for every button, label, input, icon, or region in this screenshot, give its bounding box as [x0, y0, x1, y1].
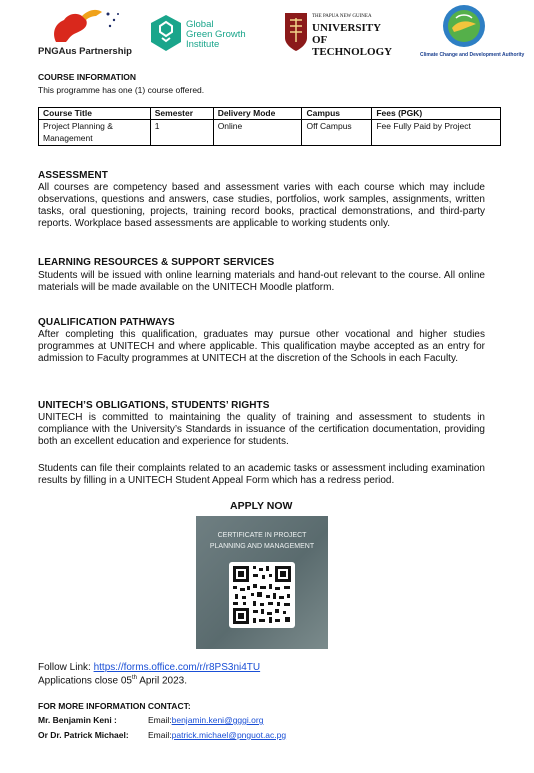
certificate-poster [196, 516, 328, 649]
ccda-logo-text: Climate Change and Development Authority [420, 52, 525, 58]
gggi-hexagon-icon [150, 14, 182, 52]
pngaus-logo-text: PNGAus Partnership [38, 46, 132, 57]
email-label: Email: [148, 715, 172, 725]
gggi-logo [150, 14, 260, 56]
contact-name: Or Dr. Patrick Michael: [38, 730, 129, 740]
unitech-logo [284, 12, 394, 58]
close-date-suffix: April 2023. [136, 675, 188, 687]
pngaus-partnership-logo [38, 6, 132, 60]
ccda-logo [420, 2, 525, 62]
close-date-prefix: Applications close 05 [38, 675, 132, 687]
column-header: Fees (PGK) [372, 108, 501, 120]
email-label: Email: [148, 730, 172, 740]
unitech-crest-icon [284, 12, 308, 52]
obligations-text: UNITECH is committed to maintaining the quality of training and assessment to students in compliance with the University’s Standards in issuance of the certification documentation, providing both an excellent education and experience for students. [38, 412, 485, 447]
contact-name: Mr. Benjamin Keni : [38, 715, 117, 725]
contact-row [38, 715, 263, 725]
table-row [39, 120, 501, 146]
qualification-pathways-heading: QUALIFICATION PATHWAYS [38, 317, 175, 328]
column-header: Course Title [39, 108, 151, 120]
contact-heading: FOR MORE INFORMATION CONTACT: [38, 701, 191, 711]
apply-now-heading: APPLY NOW [230, 500, 293, 512]
contact-email-link[interactable]: patrick.michael@pnguot.ac.pg [171, 730, 287, 740]
column-header: Semester [150, 108, 213, 120]
header-logos [0, 0, 534, 66]
ccda-globe-icon [420, 2, 520, 52]
gggi-logo-text: Global Green Growth Institute [186, 19, 246, 50]
learning-resources-heading: LEARNING RESOURCES & SUPPORT SERVICES [38, 257, 275, 268]
close-date-suffix-sup: th [131, 675, 137, 681]
kangaroo-bird-icon [38, 6, 128, 46]
assessment-heading: ASSESSMENT [38, 170, 108, 181]
follow-link-line [38, 662, 260, 673]
contact-row [38, 730, 286, 740]
fees-cell: Fee Fully Paid by Project [372, 120, 501, 146]
delivery-mode-cell: Online [213, 120, 302, 146]
course-table-header-row [39, 108, 501, 120]
poster-title: CERTIFICATE IN PROJECT PLANNING AND MANAGEMENT [209, 532, 315, 550]
learning-resources-text: Students will be issued with online learning materials and hand-out relevant to the course. All online materials will be made available on the UNITECH Moodle platform. [38, 270, 485, 293]
obligations-heading: UNITECH’S OBLIGATIONS, STUDENTS’ RIGHTS [38, 400, 270, 411]
unitech-logo-text: UNIVERSITY OF TECHNOLOGY [312, 22, 393, 58]
follow-link-label: Follow Link: [38, 662, 94, 673]
qualification-pathways-text: After completing this qualification, graduates may pursue other vocational and higher studies programmes at UNITECH and where applicable. This qualification maybe accepted as an entry for admission to Faculty programmes at UNITECH at the discretion of the Schools in each Faculty. [38, 329, 485, 364]
applications-close-line [38, 675, 187, 686]
complaints-text: Students can file their complaints related to an academic tasks or assessment including examination results by filling in a UNITECH Student Appeal Form which has a redress period. [38, 463, 485, 486]
qr-code[interactable] [229, 562, 295, 628]
course-title-cell: Project Planning & Management [39, 120, 151, 146]
campus-cell: Off Campus [302, 120, 372, 146]
column-header: Delivery Mode [213, 108, 302, 120]
course-table [38, 107, 501, 146]
application-form-link[interactable]: https://forms.office.com/r/r8PS3ni4TU [93, 662, 261, 673]
course-information-intro: This programme has one (1) course offered. [38, 85, 205, 95]
assessment-text: All courses are competency based and assessment varies with each course which may include observations, questions and answers, case studies, portfolios, work samples, assignments, written tasks, oral questioning, projects, training record books, practical demonstrations, and third-party reports. Workplace based assessments are applicable to working students only. [38, 182, 485, 229]
semester-cell: 1 [150, 120, 213, 146]
unitech-logo-small-text: THE PAPUA NEW GUINEA [312, 14, 372, 19]
course-information-heading: COURSE INFORMATION [38, 72, 137, 82]
column-header: Campus [302, 108, 372, 120]
qr-code-icon [229, 562, 295, 628]
contact-email-link[interactable]: benjamin.keni@gggi.org [171, 715, 264, 725]
